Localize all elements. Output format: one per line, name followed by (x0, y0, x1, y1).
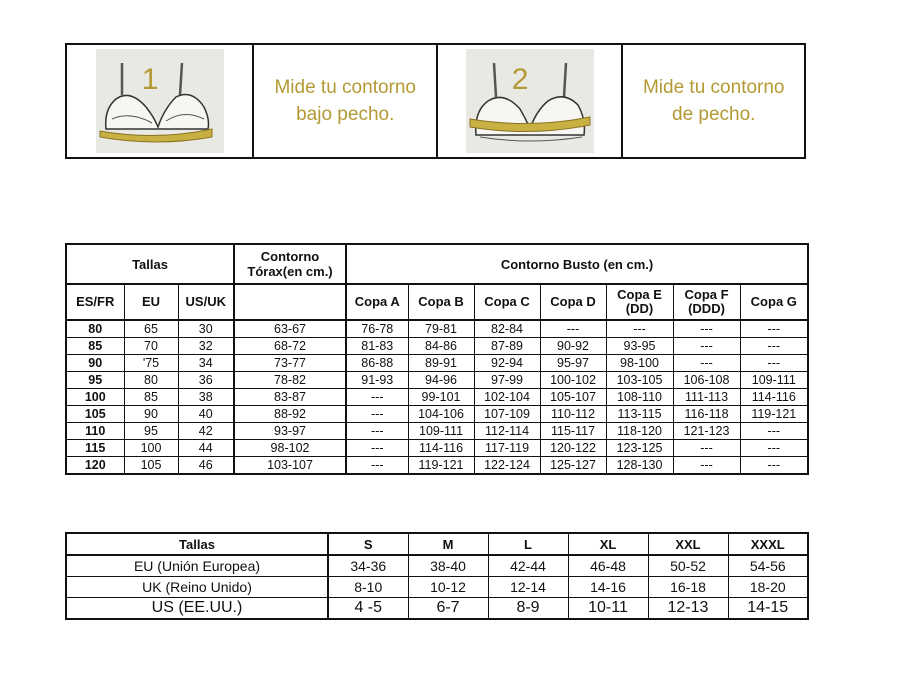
table-cell: 93-95 (606, 338, 673, 355)
header-tallas-clothing: Tallas (66, 533, 328, 555)
table-cell: --- (740, 320, 808, 338)
bra-bust-icon (466, 49, 594, 153)
table-cell: 42-44 (488, 555, 568, 577)
table-cell: 90-92 (540, 338, 606, 355)
table-cell: 104-106 (408, 406, 474, 423)
table-cell: 97-99 (474, 372, 540, 389)
header-tallas: Tallas (66, 244, 234, 284)
col-eu: EU (124, 284, 178, 320)
table-row (66, 440, 808, 457)
table-cell: 34 (178, 355, 234, 372)
row-size-esfr: 105 (66, 406, 124, 423)
table-cell: 119-121 (740, 406, 808, 423)
table-cell: 118-120 (606, 423, 673, 440)
table-cell: --- (673, 440, 740, 457)
table-cell: 81-83 (346, 338, 408, 355)
row-size-esfr: 120 (66, 457, 124, 475)
step2-line1: Mide tu contorno (642, 77, 785, 98)
col-cup-g: Copa G (740, 284, 808, 320)
table-row (66, 389, 808, 406)
bra-underbust-icon (96, 49, 224, 153)
table-cell: 36 (178, 372, 234, 389)
table-cell: 94-96 (408, 372, 474, 389)
table-cell: 114-116 (408, 440, 474, 457)
table-cell: 12-14 (488, 577, 568, 598)
table-cell: --- (346, 406, 408, 423)
step1-line1: Mide tu contorno (274, 77, 416, 98)
table-cell: 14-16 (568, 577, 648, 598)
table-cell: 65 (124, 320, 178, 338)
table-cell: 70 (124, 338, 178, 355)
table-cell: '75 (124, 355, 178, 372)
col-size-m: M (408, 533, 488, 555)
col-cup-c: Copa C (474, 284, 540, 320)
table-cell: 98-102 (234, 440, 346, 457)
col-size-xxxl: XXXL (728, 533, 808, 555)
table-cell: --- (740, 355, 808, 372)
table-cell: 128-130 (606, 457, 673, 475)
table-cell: 103-107 (234, 457, 346, 475)
col-cup-d: Copa D (540, 284, 606, 320)
table-cell: 105-107 (540, 389, 606, 406)
table-cell: 4 -5 (328, 598, 408, 620)
table-cell: 95-97 (540, 355, 606, 372)
table-cell: 114-116 (740, 389, 808, 406)
row-region-label: EU (Unión Europea) (66, 555, 328, 577)
step2-number: 2 (511, 63, 529, 96)
col-size-xl: XL (568, 533, 648, 555)
table-cell: 16-18 (648, 577, 728, 598)
table-row (66, 457, 808, 475)
table-cell: 42 (178, 423, 234, 440)
table-cell: 93-97 (234, 423, 346, 440)
table-cell: 85 (124, 389, 178, 406)
col-cup-a: Copa A (346, 284, 408, 320)
header-contorno-torax: Contorno Tórax(en cm.) (234, 244, 346, 284)
header-contorno-busto: Contorno Busto (en cm.) (346, 244, 808, 284)
table-row (66, 406, 808, 423)
step1-text (252, 45, 436, 157)
table-cell: 38-40 (408, 555, 488, 577)
table-cell: 8-9 (488, 598, 568, 620)
table-row (66, 423, 808, 440)
bra-size-table (65, 243, 809, 475)
col-size-s: S (328, 533, 408, 555)
table-cell: 14-15 (728, 598, 808, 620)
table-cell: --- (606, 320, 673, 338)
table-cell: 110-112 (540, 406, 606, 423)
table-cell: 10-12 (408, 577, 488, 598)
measurement-instructions-banner (65, 43, 806, 159)
table-cell: --- (740, 338, 808, 355)
table-cell: --- (540, 320, 606, 338)
col-torax-blank (234, 284, 346, 320)
table-cell: 108-110 (606, 389, 673, 406)
table-cell: 107-109 (474, 406, 540, 423)
table-cell: 88-92 (234, 406, 346, 423)
table-cell: --- (673, 320, 740, 338)
table-cell: 46 (178, 457, 234, 475)
table-cell: 80 (124, 372, 178, 389)
table-row (66, 372, 808, 389)
table-cell: 112-114 (474, 423, 540, 440)
table-cell: 34-36 (328, 555, 408, 577)
table-cell: 109-111 (740, 372, 808, 389)
table-cell: 44 (178, 440, 234, 457)
table-cell: 98-100 (606, 355, 673, 372)
table-cell: 63-67 (234, 320, 346, 338)
col-cup-e: Copa E (DD) (606, 284, 673, 320)
table-cell: 91-93 (346, 372, 408, 389)
row-region-label: US (EE.UU.) (66, 598, 328, 620)
table-cell: 18-20 (728, 577, 808, 598)
clothing-size-table (65, 532, 809, 620)
table-cell: 40 (178, 406, 234, 423)
table-cell: 8-10 (328, 577, 408, 598)
table-cell: 113-115 (606, 406, 673, 423)
table-cell: 119-121 (408, 457, 474, 475)
table-row (66, 338, 808, 355)
table-cell: 54-56 (728, 555, 808, 577)
clothing-table-body (66, 555, 808, 619)
col-size-xxl: XXL (648, 533, 728, 555)
table-cell: 92-94 (474, 355, 540, 372)
table-cell: 46-48 (568, 555, 648, 577)
step2-illustration-cell (436, 45, 621, 157)
table-cell: 100-102 (540, 372, 606, 389)
table-cell: 111-113 (673, 389, 740, 406)
table-row (66, 577, 808, 598)
table-cell: --- (740, 423, 808, 440)
table-cell: 106-108 (673, 372, 740, 389)
col-size-l: L (488, 533, 568, 555)
table-row (66, 598, 808, 620)
table-cell: --- (740, 440, 808, 457)
row-region-label: UK (Reino Unido) (66, 577, 328, 598)
table-cell: --- (673, 355, 740, 372)
table-cell: 87-89 (474, 338, 540, 355)
row-size-esfr: 80 (66, 320, 124, 338)
row-size-esfr: 115 (66, 440, 124, 457)
table-row (66, 555, 808, 577)
table-cell: 125-127 (540, 457, 606, 475)
step1-line2: bajo pecho. (296, 104, 395, 125)
table-cell: 99-101 (408, 389, 474, 406)
col-cup-f: Copa F (DDD) (673, 284, 740, 320)
table-row (66, 355, 808, 372)
table-row (66, 320, 808, 338)
row-size-esfr: 90 (66, 355, 124, 372)
table-cell: 121-123 (673, 423, 740, 440)
table-cell: 84-86 (408, 338, 474, 355)
table-cell: 10-11 (568, 598, 648, 620)
table-cell: 100 (124, 440, 178, 457)
table-cell: --- (346, 389, 408, 406)
table-cell: 89-91 (408, 355, 474, 372)
table-cell: 50-52 (648, 555, 728, 577)
row-size-esfr: 110 (66, 423, 124, 440)
row-size-esfr: 85 (66, 338, 124, 355)
row-size-esfr: 100 (66, 389, 124, 406)
table-cell: 83-87 (234, 389, 346, 406)
table-cell: 12-13 (648, 598, 728, 620)
table-cell: --- (740, 457, 808, 475)
row-size-esfr: 95 (66, 372, 124, 389)
bra-table-body (66, 320, 808, 474)
step2-text (621, 45, 804, 157)
table-cell: 76-78 (346, 320, 408, 338)
table-cell: 115-117 (540, 423, 606, 440)
table-cell: 109-111 (408, 423, 474, 440)
table-cell: 86-88 (346, 355, 408, 372)
table-cell: --- (673, 457, 740, 475)
step2-line2: de pecho. (672, 104, 756, 125)
table-cell: 68-72 (234, 338, 346, 355)
table-cell: 95 (124, 423, 178, 440)
col-usuk: US/UK (178, 284, 234, 320)
table-cell: 103-105 (606, 372, 673, 389)
table-cell: --- (346, 440, 408, 457)
col-esfr: ES/FR (66, 284, 124, 320)
step1-number: 1 (141, 63, 159, 96)
table-cell: 73-77 (234, 355, 346, 372)
table-cell: 79-81 (408, 320, 474, 338)
table-cell: 120-122 (540, 440, 606, 457)
table-cell: 90 (124, 406, 178, 423)
table-cell: 82-84 (474, 320, 540, 338)
table-cell: 105 (124, 457, 178, 475)
table-cell: 117-119 (474, 440, 540, 457)
table-cell: --- (346, 423, 408, 440)
table-cell: 6-7 (408, 598, 488, 620)
step1-illustration-cell (67, 45, 252, 157)
table-cell: 116-118 (673, 406, 740, 423)
table-cell: 32 (178, 338, 234, 355)
col-cup-b: Copa B (408, 284, 474, 320)
table-cell: 122-124 (474, 457, 540, 475)
table-cell: 30 (178, 320, 234, 338)
table-cell: 123-125 (606, 440, 673, 457)
table-cell: 38 (178, 389, 234, 406)
table-cell: 102-104 (474, 389, 540, 406)
table-cell: 78-82 (234, 372, 346, 389)
table-cell: --- (346, 457, 408, 475)
table-cell: --- (673, 338, 740, 355)
